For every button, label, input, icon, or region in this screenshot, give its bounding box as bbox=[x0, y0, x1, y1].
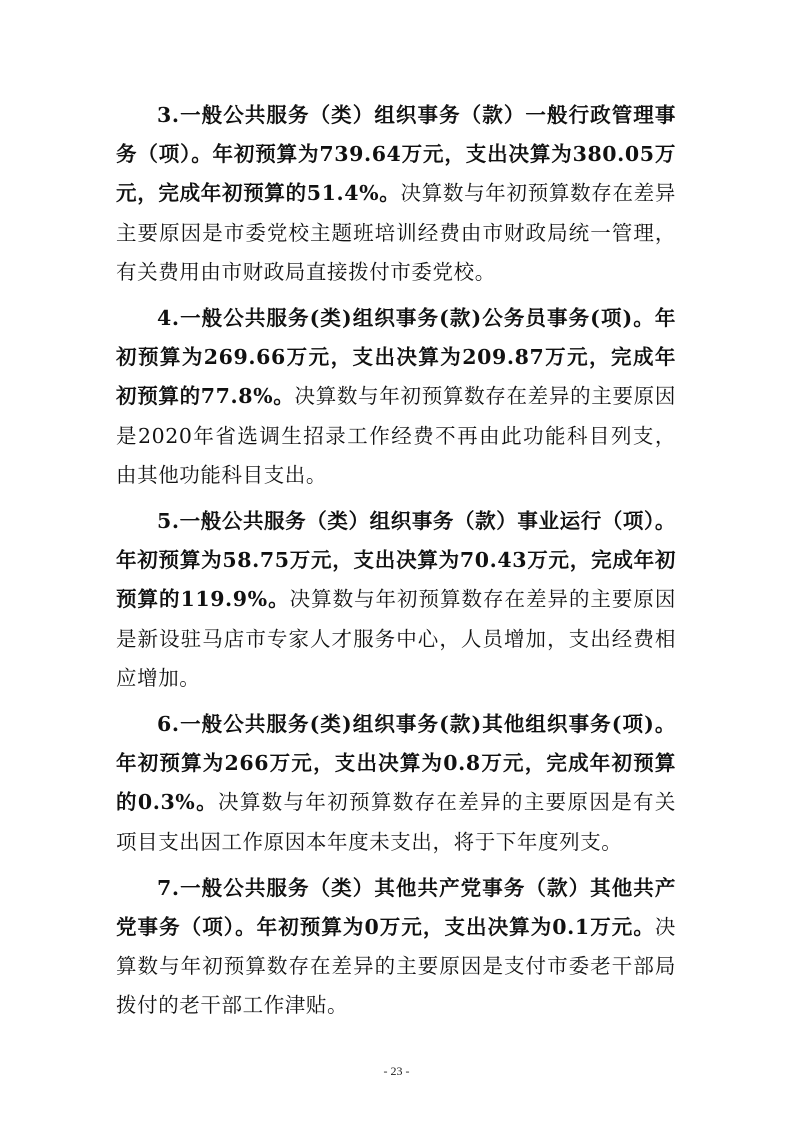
item-5-heading: 5.一般公共服务（类）组织事务（款）事业运行（项）。年初预算为58.75万元，支出决算为70.43万元，完成年初预算的119.9%。 bbox=[116, 509, 676, 612]
item-7-heading: 7.一般公共服务（类）其他共产党事务（款）其他共产党事务（项）。年初预算为0万元，支出决算为0.1万元。 bbox=[116, 875, 676, 940]
paragraph-item-3 bbox=[116, 96, 676, 292]
paragraph-item-5 bbox=[116, 502, 676, 698]
item-6-explanation: 决算数与年初预算数存在差异的主要原因是有关项目支出因工作原因本年度未支出，将于下年度列支。 bbox=[116, 790, 676, 854]
paragraph-item-6 bbox=[116, 705, 676, 862]
item-3-explanation: 决算数与年初预算数存在差异主要原因是市委党校主题班培训经费由市财政局统一管理，有关费用由市财政局直接拨付市委党校。 bbox=[116, 181, 676, 284]
item-5-explanation: 决算数与年初预算数存在差异的主要原因是新设驻马店市专家人才服务中心，人员增加，支出经费相应增加。 bbox=[116, 587, 676, 690]
item-4-heading: 4.一般公共服务(类)组织事务(款)公务员事务(项)。年初预算为269.66万元，支出决算为209.87万元，完成年初预算的77.8%。 bbox=[116, 306, 676, 409]
item-7-explanation: 决算数与年初预算数存在差异的主要原因是支付市委老干部局拨付的老干部工作津贴。 bbox=[116, 915, 676, 1018]
paragraph-item-4 bbox=[116, 299, 676, 495]
document-body bbox=[116, 96, 676, 1033]
item-3-heading: 3.一般公共服务（类）组织事务（款）一般行政管理事务（项）。年初预算为739.64万元，支出决算为380.05万元，完成年初预算的51.4%。 bbox=[116, 103, 676, 206]
item-6-heading: 6.一般公共服务(类)组织事务(款)其他组织事务(项)。年初预算为266万元，支出决算为0.8万元，完成年初预算的0.3%。 bbox=[116, 712, 676, 815]
paragraph-item-7 bbox=[116, 869, 676, 1026]
item-4-explanation: 决算数与年初预算数存在差异的主要原因是2020年省选调生招录工作经费不再由此功能科目列支，由其他功能科目支出。 bbox=[116, 384, 676, 487]
page-number: - 23 - bbox=[383, 1064, 410, 1078]
